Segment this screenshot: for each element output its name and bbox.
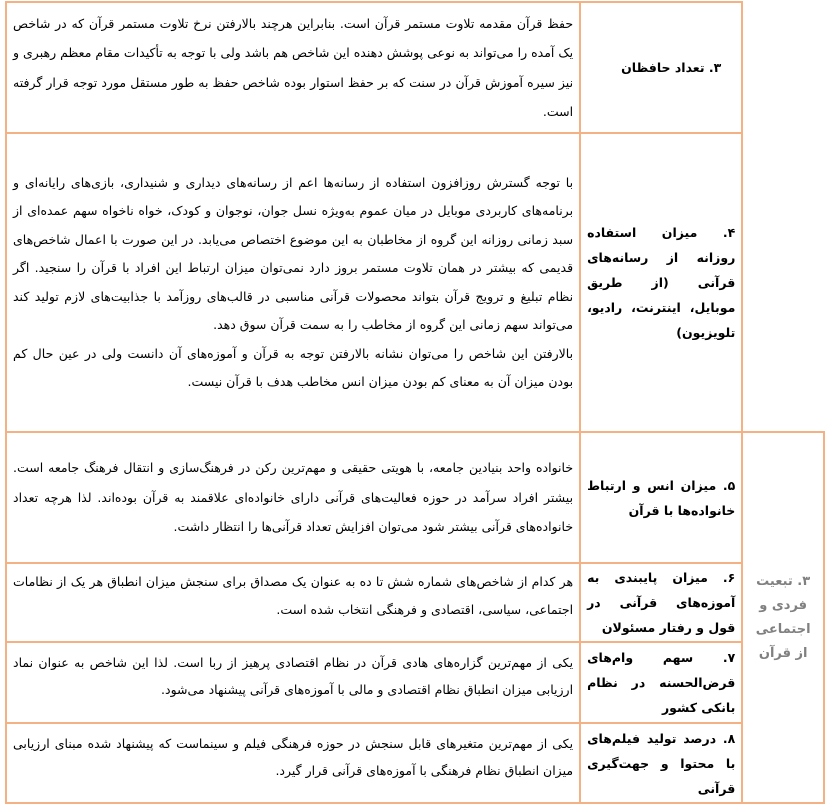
indicator-cell: ۷. سهم وام‌های قرض‌الحسنه در نظام بانکی کشور — [580, 642, 742, 723]
indicator-cell: ۳. تعداد حافظان — [580, 2, 742, 133]
indicator-cell: ۶. میزان پایبندی به آموزه‌های قرآنی در قول و رفتار مسئولان — [580, 563, 742, 642]
description-cell: یکی از مهم‌ترین گزاره‌های هادی قرآن در نظام اقتصادی پرهیز از ربا است. لذا این شاخص به عنوان نماد ارزیابی میزان انطباق نظام اقتصادی و مالی با آموزه‌های قرآنی پیشنهاد می‌شود. — [6, 642, 580, 723]
table-row — [6, 642, 824, 723]
indicator-cell: ۵. میزان انس و ارتباط خانواده‌ها با قرآن — [580, 432, 742, 563]
category-cell-empty — [742, 133, 824, 432]
description-cell: هر کدام از شاخص‌های شماره شش تا ده به عنوان یک مصداق برای سنجش میزان انطباق هر یک از نظامات اجتماعی، سیاسی، اقتصادی و فرهنگی انتخاب شده است. — [6, 563, 580, 642]
indicator-cell: ۴. میزان استفاده روزانه از رسانه‌های قرآنی (از طریق موبایل، اینترنت، رادیو، تلویزیون) — [580, 133, 742, 432]
table-row — [6, 563, 824, 642]
table-row — [6, 723, 824, 803]
description-cell — [6, 133, 580, 432]
category-cell: ۳. تبعیت فردی و اجتماعی از قرآن — [742, 432, 824, 803]
description-cell: یکی از مهم‌ترین متغیرهای قابل سنجش در حوزه فرهنگی فیلم و سینماست که پیشنهاد شده مبنای ارزیابی میزان انطباق نظام فرهنگی با آموزه‌های قرآنی قرار گیرد. — [6, 723, 580, 803]
table-row — [6, 133, 824, 432]
description-paragraph: بالارفتن این شاخص را می‌توان نشانه بالارفتن توجه به قرآن و آموزه‌های آن دانست ولی در عین حال کم بودن میزان آن به معنای کم بودن میزان انس مخاطب هدف با قرآن نیست. — [13, 345, 574, 389]
indicator-cell: ۸. درصد تولید فیلم‌های با محتوا و جهت‌گیری قرآنی — [580, 723, 742, 803]
description-cell: حفظ قرآن مقدمه تلاوت مستمر قرآن است. بنابراین هرچند بالارفتن نرخ تلاوت مستمر قرآن که در شاخص یک آمده را می‌تواند به نوعی پوشش دهنده این شاخص هم باشد ولی با توجه به تأکیدات مقام معظم رهبری و نیز سیره آموزش قرآن در سنت که بر حفظ استوار بوده شاخص حفظ به طور مستقل مورد توجه قرار گرفته است. — [6, 2, 580, 133]
description-cell: خانواده واحد بنیادین جامعه، با هویتی حقیقی و مهم‌ترین رکن در فرهنگ‌سازی و انتقال فرهنگ جامعه است. بیشتر افراد سرآمد در حوزه فعالیت‌های قرآنی دارای خانواده‌ای علاقمند به قرآن بوده‌اند. لذا هرچه تعداد خانواده‌های قرآنی بیشتر شود می‌توان افزایش تعداد قرآنی‌ها را انتظار داشت. — [6, 432, 580, 563]
description-paragraph: با توجه گسترش روزافزون استفاده از رسانه‌ها اعم از رسانه‌های دیداری و شنیداری، بازی‌های رایانه‌ای و برنامه‌های کاربردی موبایل در میان عموم به‌ویژه نسل جوان، نوجوان و کودک، خواه ناخواه سهم عمده‌ای از سبد زمانی روزانه این گروه از مخاطبان به این موضوع اختصاص می‌یابد. در این صورت با اعمال شاخص‌های قدیمی که بیشتر در همان تلاوت مستمر بروز دارد نمی‌توان میزان ارتباط این افراد با قرآن را سنجید. اگر نظام تبلیغ و ترویج قرآن بتواند محصولات قرآنی مناسبی در قالب‌های روزآمد با جذابیت‌های لازم تولید کند می‌تواند سهم زمانی این گروه از مخاطب را به سمت قرآن سوق دهد. — [13, 174, 574, 332]
indicators-table — [5, 1, 825, 804]
table-row — [6, 432, 824, 563]
category-cell-empty — [742, 2, 824, 133]
table-row — [6, 2, 824, 133]
